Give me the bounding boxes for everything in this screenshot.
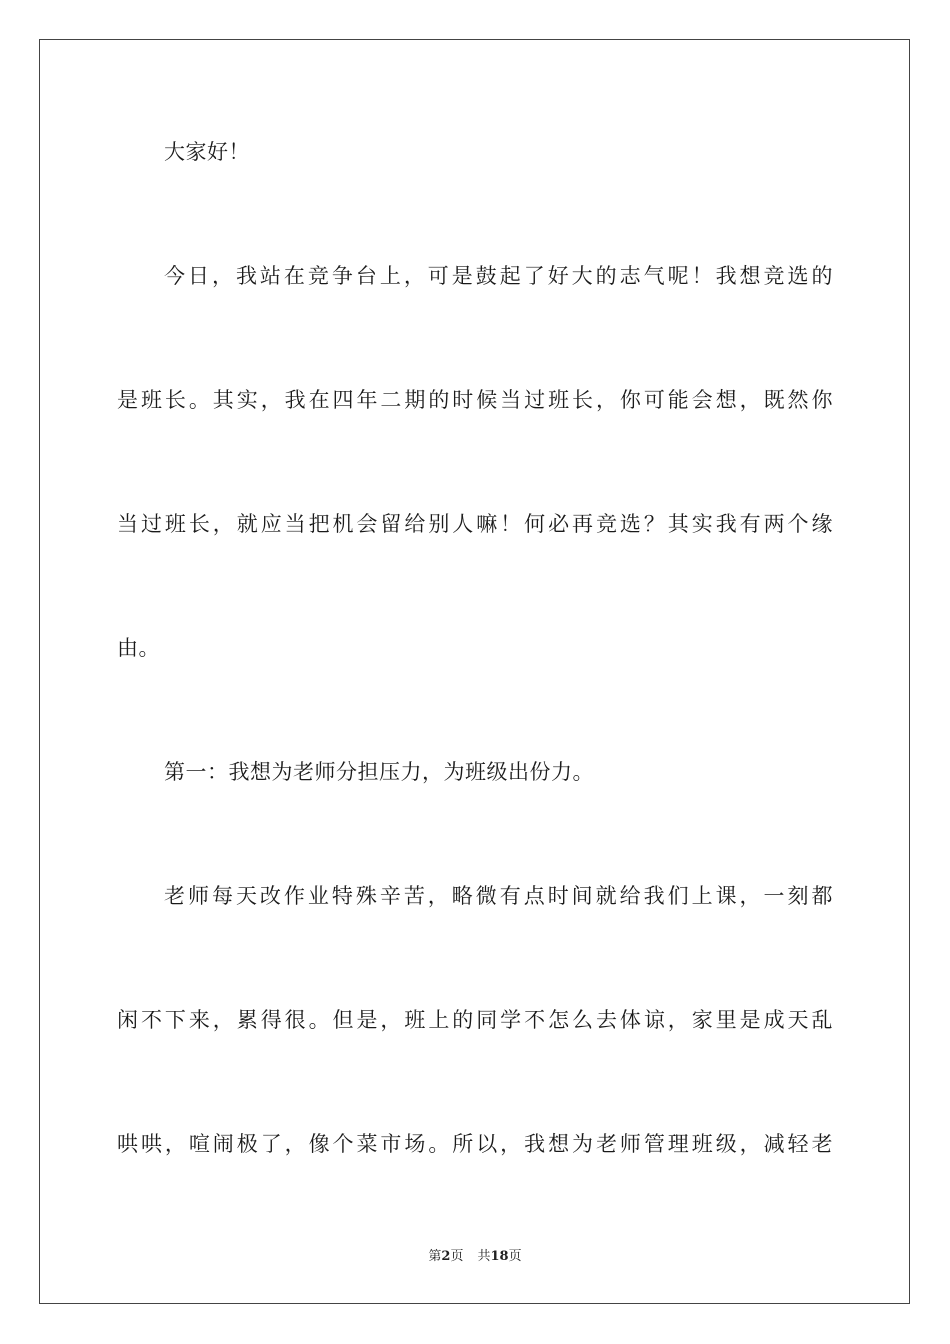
total-pages: 18 — [490, 1249, 509, 1264]
page-footer — [0, 1248, 950, 1266]
paragraph-line: 当过班长，就应当把机会留给别人嘛！何必再竞选？其实我有两个缘 — [117, 512, 833, 536]
paragraph-line: 今日，我站在竞争台上，可是鼓起了好大的志气呢！我想竞选的 — [164, 264, 833, 288]
page-suffix: 页 — [450, 1249, 464, 1264]
paragraph-line: 是班长。其实，我在四年二期的时候当过班长，你可能会想，既然你 — [117, 388, 833, 412]
total-suffix: 页 — [508, 1249, 522, 1264]
page-frame — [39, 39, 910, 1304]
paragraph-line: 老师每天改作业特殊辛苦，略微有点时间就给我们上课，一刻都 — [164, 884, 833, 908]
paragraph-line: 第一：我想为老师分担压力，为班级出份力。 — [164, 760, 594, 784]
paragraph-line: 由。 — [117, 636, 160, 660]
total-prefix: 共 — [477, 1249, 491, 1264]
page-prefix: 第 — [428, 1249, 442, 1264]
greeting-line: 大家好！ — [164, 140, 250, 164]
paragraph-line: 哄哄，喧闹极了，像个菜市场。所以，我想为老师管理班级，减轻老 — [117, 1132, 833, 1156]
paragraph-line: 闲不下来，累得很。但是，班上的同学不怎么去体谅，家里是成天乱 — [117, 1008, 833, 1032]
page-number: 2 — [441, 1249, 451, 1264]
